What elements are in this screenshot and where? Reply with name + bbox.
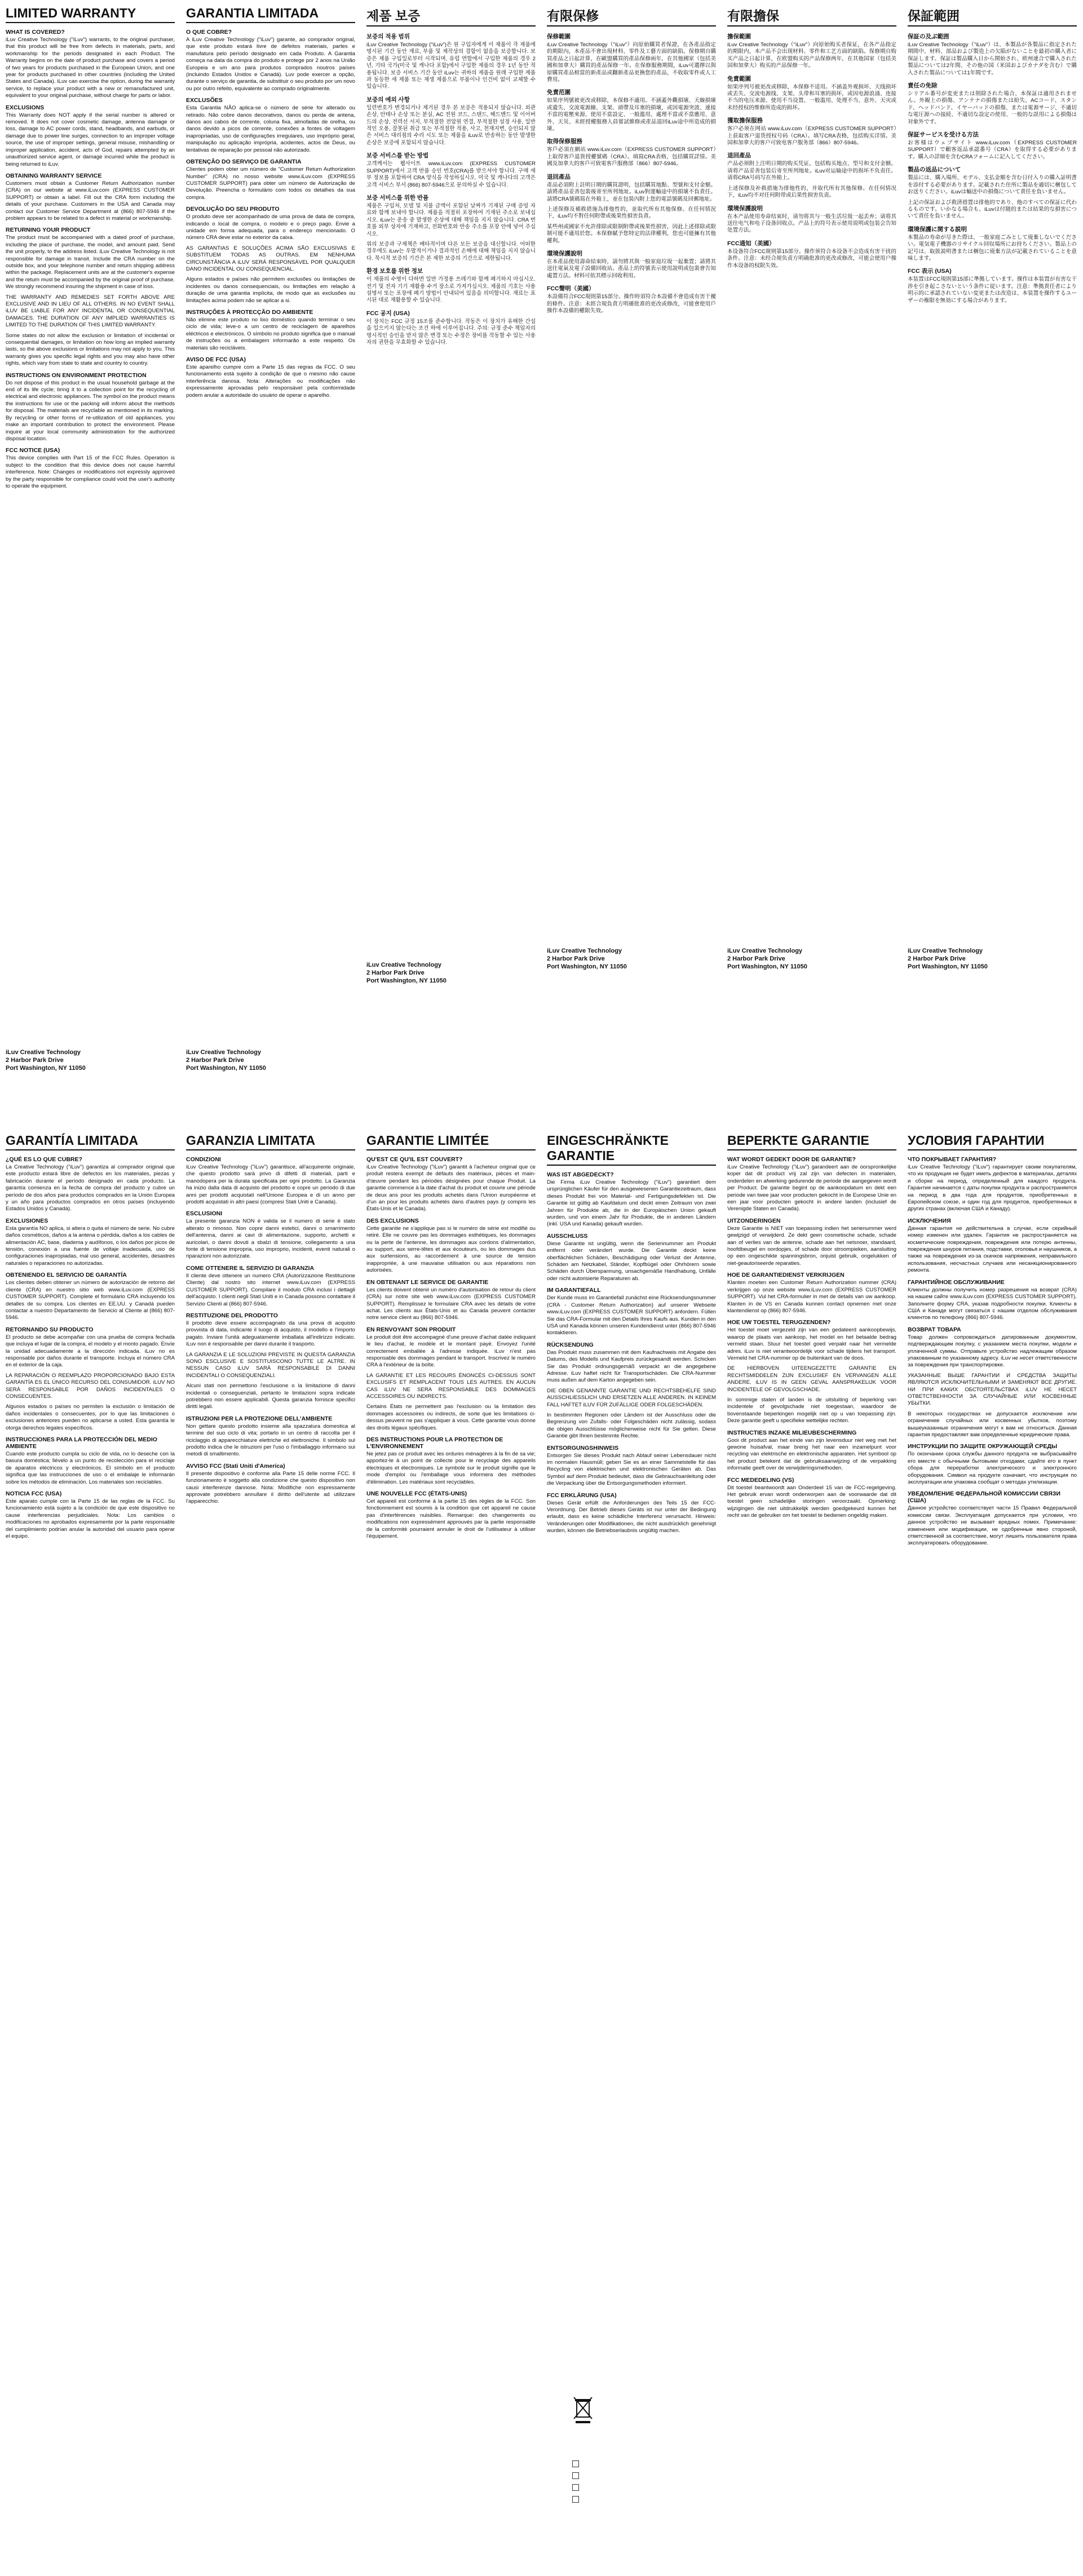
- section-heading: 保証サービスを受ける方法: [908, 131, 979, 139]
- section-heading: HOE DE GARANTIEDIENST VERKRIJGEN: [727, 1272, 845, 1279]
- section-paragraph: 本設備符合FCC規則第15部分。操作時須符合本設備不會造成有害干擾的條件。注意：未經合規負責方明確批准的更改或修改，可能會使用戶操作本設備的權限失效。: [547, 294, 716, 314]
- section-paragraph: Customers must obtain a Customer Return Authorization number (CRA) on our website at www.iLuv.com (EXPRESS CUSTOMER SUPPORT) or obtain a label. Fill out the CRA form including the details of your purchase. Customers in the USA and Canada may contact our Customer Service Department at (866) 807-5946 if the problem appears to be related to a defect in material or workmanship.: [6, 180, 175, 222]
- section-paragraph: 이 장치는 FCC 규정 15조를 준수합니다. 작동은 이 장치가 유해한 간섭을 일으키지 않는다는 조건 하에 이루어집니다. 주의: 규정 준수 책임자의 명시적인 승인을 받지 않은 변경 또는 수정은 장비를 작동할 수 있는 사용자의 권한을 무효화할 수 있습니다.: [366, 318, 536, 346]
- section-paragraph: 在本产品使用寿命结束时，请勿将其与一般生活垃圾一起丢弃；请将其送往电气和电子设备回收点。产品上的符号表示使用说明或包装会告知处置方法。: [727, 213, 896, 234]
- company-address: [908, 947, 988, 971]
- section-paragraph: iLuv Creative Technology ("iLuv") гарантирует своим покупателям, что их продукция не будет иметь дефектов в материалах, деталях и сборке на период, определенный для каждого продукта. Гарантия начинается с даты покупки продукта и распространяется на период в два года для продуктов, приобретенных в Европейском союзе, и один год для продуктов, приобретенных в других странах (включая США и Канаду).: [908, 1164, 1077, 1212]
- section-paragraph: This device complies with Part 15 of the FCC Rules. Operation is subject to the condition that this device does not cause harmful interference. Note: Changes or modifications not expressly approved by the party responsible for compliance could void the user's authority to operate the equipment.: [6, 455, 175, 489]
- section-heading: 獲取擔保服務: [727, 117, 763, 125]
- address-line1: iLuv Creative Technology: [186, 1049, 262, 1056]
- section-paragraph: УКАЗАННЫЕ ВЫШЕ ГАРАНТИИ И СРЕДСТВА ЗАЩИТЫ ЯВЛЯЮТСЯ ИСКЛЮЧИТЕЛЬНЫМИ И ЗАМЕНЯЮТ ВСЕ ДРУГИЕ. НИ ПРИ КАКИХ ОБСТОЯТЕЛЬСТВАХ iLUV НЕ НЕСЕТ ОТВЕТСТВЕННОСТИ ЗА СЛУЧАЙНЫЕ ИЛИ КОСВЕННЫЕ УБЫТКИ.: [908, 1372, 1077, 1407]
- column-fr: [361, 1127, 541, 2576]
- section-title: BEPERKTE GARANTIE: [727, 1133, 896, 1150]
- section-heading: EN RENVOYANT SON PRODUIT: [366, 1326, 456, 1333]
- section-heading: ЧТО ПОКРЫВАЕТ ГАРАНТИЯ?: [908, 1156, 997, 1163]
- column-es: [0, 1127, 180, 2576]
- checkbox-group: [572, 2460, 579, 2508]
- section-paragraph: DIE OBEN GENANNTE GARANTIE UND RECHTSBEHELFE SIND AUSSCHLIESSLICH UND ERSETZEN ALLE ANDEREN. IN KEINEM FALL HAFTET iLUV FÜR ZUFÄLLIGE ODER FOLGESCHÄDEN.: [547, 1387, 716, 1408]
- section-heading: 보증의 적용 범위: [366, 33, 410, 40]
- section-paragraph: В некоторых государствах не допускается исключение или ограничение случайных или косвенных убытков, поэтому вышеуказанные ограничения могут к вам не относиться. Данная гарантия предоставляет вам определенные юридические права.: [908, 1410, 1077, 1438]
- section-paragraph: Товар должен сопровождаться датированным документом, подтверждающим покупку, с указанием места покупки, модели и уплаченной суммы. Отправьте устройство надлежащим образом упакованным по указанному адресу. iLuv не несет ответственности за повреждения при транспортировке.: [908, 1334, 1077, 1369]
- section-heading: RESTITUZIONE DEL PRODOTTO: [186, 1312, 278, 1319]
- section-paragraph: Do not dispose of this product in the usual household garbage at the end of its life cycle; bring it to a collection point for the recycling of electrical and electronic appliances. The symbol on the product means the instructions for use or the packing will inform about the methods for disposal. The materials are recyclable as mentioned in its marking. By recycling or other forms of re-utilization of old appliances, you make an important contribution to protect the environment. Please inquire at your local community administration for the authorized disposal location.: [6, 379, 175, 442]
- section-paragraph: 在本產品使用壽命結束時，請勿將其與一般家庭垃圾一起棄置；請將其送往電氣及電子設備回收站。產品上的符號表示使用說明或包裝會告知處置方法。材料可依其標示回收利用。: [547, 258, 716, 279]
- section-paragraph: Deze Garantie is NIET van toepassing indien het serienummer werd gewijzigd of verwijderd. Ze dekt geen cosmetische schade, schade aan of verlies van de antenne, schade aan het netsnoer, standaard, hoofdbeugel en oordopjes, of schade door stroompieken, aansluiting op een ongeschikte spanningsbron, onjuist gebruik, ongelukken of niet-geautoriseerde reparaties.: [727, 1225, 896, 1267]
- address-line2: 2 Harbor Park Drive: [547, 955, 605, 962]
- section-paragraph: iLuv Creative Technology ("iLuv")은 원 구입자에게 이 제품이 각 제품에 명시된 기간 동안 재료, 부품 및 제작상의 결함이 없음을 보증합니다. 보증은 제품 구입일로부터 시작되며, 유럽 연합에서 구입한 제품의 경우 2년, 기타 국가(미국 및 캐나다 포함)에서 구입한 제품의 경우 1년 동안 적용됩니다. 보증 서비스 기간 동안 iLuv는 귀하의 제품을 원래 구입한 제품과 동등한 새 제품 또는 재생 제품으로 부품이나 인건비 없이 교체할 수 있습니다.: [366, 42, 536, 90]
- section-paragraph: 제품은 구입처, 모델 및 지불 금액이 포함된 날짜가 기재된 구매 증빙 자료와 함께 보내야 합니다. 제품을 적절히 포장하여 기재된 주소로 보내십시오. iLuv는 운송 중 발생한 손상에 대해 책임을 지지 않습니다. CRA 번호를 외부 상자에 기재하고, 전화번호와 반송 주소를 포장 안에 넣어 주십시오.: [366, 202, 536, 237]
- column-en: [0, 0, 180, 1127]
- section-paragraph: Het toestel moet vergezeld zijn van een gedateerd aankoopbewijs, waarop de plaats van aankoop, het model en het betaalde bedrag vermeld staan. Stuur het toestel goed verpakt naar het vermelde adres. iLuv is niet verantwoordelijk voor schade tijdens het transport. Vermeld het CRA-nummer op de buitenkant van de doos.: [727, 1327, 896, 1361]
- section-paragraph: 일련번호가 변경되거나 제거된 경우 본 보증은 적용되지 않습니다. 외관 손상, 안테나 손상 또는 분실, AC 전원 코드, 스탠드, 헤드밴드 및 이어버드의 손상, 전력선 서지, 부적절한 전압원 연결, 부적절한 설정 사용, 일반적인 오용, 잘못된 취급 또는 부적절한 적용, 사고, 천재지변, 승인되지 않은 서비스 대리점의 수리 시도 또는 제품을 iLuv로 반송하는 동안 발생한 손상은 보증에 포함되지 않습니다.: [366, 104, 536, 146]
- section-paragraph: 客户必须在网站 www.iLuv.com（EXPRESS CUSTOMER SUPPORT）上获取客户退货授权号码（CRA）。填写CRA表格，包括购买详情。美国和加拿大的客户可致电客户服务部（866）807-5946。: [727, 126, 896, 147]
- section-paragraph: 某些州或國家不允許排除或限制附帶或後果性損害，因此上述排除或限制可能不適用於您。本保修賦予您特定的法律權利，您也可能擁有其他權利。: [547, 223, 716, 244]
- section-paragraph: iLuv Creative Technology ("iLuv") garantisce, all'acquirente originale, che questo prodotto sarà privo di difetti di materiali, parti e manodopera per la durata specificata per ogni prodotto. La Garanzia ha inizio dalla data di acquisto del prodotto e copre un periodo di due anni per prodotti acquistati nell'Unione Europea e di un anno per prodotti acquistati in altri paesi (compresi Stati Uniti e Canada).: [186, 1164, 355, 1206]
- section-paragraph: LA GARANTIE ET LES RECOURS ÉNONCÉS CI-DESSUS SONT EXCLUSIFS ET REMPLACENT TOUS LES AUTRES. EN AUCUN CAS iLUV NE SERA RESPONSABLE DES DOMMAGES ACCESSOIRES OU INDIRECTS.: [366, 1372, 536, 1400]
- bottom-row: [0, 1127, 1083, 2576]
- section-title: GARANZIA LIMITATA: [186, 1133, 355, 1150]
- section-heading: ГАРАНТИЙНОЕ ОБСЛУЖИВАНИЕ: [908, 1278, 1005, 1286]
- section-paragraph: 위의 보증과 구제책은 배타적이며 다른 모든 보증을 대신합니다. 어떠한 경우에도 iLuv는 우발적이거나 결과적인 손해에 대해 책임을 지지 않습니다. 묵시적 보증의 기간은 본 제한 보증의 기간으로 제한됩니다.: [366, 241, 536, 262]
- section-title: 제품 보증: [366, 6, 536, 26]
- section-paragraph: A iLuv Creative Technology ("iLuv") garante, ao comprador original, que este produto estará livre de defeitos materiais, partes e manufatura pelo período designado em cada Produto. A Garantia começa na data da compra do produto e protege por 2 anos na União Europeia e um ano para produtos comprados noutros países (incluindo Estados Unidos e Canadá). Luv pode exercer a opção, durante o serviço de garantia, de substituir o seu produto por um novo ou por outro refeito, equivalente ao comprado originalmente.: [186, 37, 355, 92]
- section-paragraph: Клиенты должны получить номер разрешения на возврат (CRA) на нашем сайте www.iLuv.com (EXPRESS CUSTOMER SUPPORT). Заполните форму CRA, указав подробности покупки. Клиенты в США и Канаде могут связаться с нашим отделом обслуживания клиентов по телефону (866) 807-5946.: [908, 1286, 1077, 1321]
- section-heading: WHAT IS COVERED?: [6, 29, 65, 36]
- column-nl: [722, 1127, 902, 2576]
- section-heading: NOTICIA FCC (USA): [6, 1490, 62, 1498]
- section-paragraph: 고객께서는 웹사이트 www.iLuv.com (EXPRESS CUSTOMER SUPPORT)에서 고객 반품 승인 번호(CRA)를 받으셔야 합니다. 구매 세부 정보를 포함하여 CRA 양식을 작성하십시오. 미국 및 캐나다의 고객은 고객 서비스 부서 (866) 807-5946으로 문의하실 수 있습니다.: [366, 161, 536, 188]
- section-paragraph: Il cliente deve ottenere un numero CRA (Autorizzazione Restituzione Cliente) dal nostro sito internet www.iLuv.com (EXPRESS CUSTOMER SUPPORT). Compilare il modulo CRA inclusi i dettagli dell'acquisto. I clienti negli Stati Uniti e in Canada possono contattare il Servizio Clienti al (866) 807-5946.: [186, 1272, 355, 1307]
- section-paragraph: 產品必須附上註明日期的購買證明，包括購買地點、型號和支付金額。請將產品妥善包裝後寄至所列地址。iLuv對運輸途中的損壞不負責任。請將CRA號碼寫在外箱上，並在包裝內附上您的電話號碼及回郵地址。: [547, 182, 716, 202]
- section-heading: ESCLUSIONI: [186, 1210, 223, 1218]
- section-heading: 環境保護に関する説明: [908, 225, 967, 233]
- section-heading: 保修範圍: [547, 33, 571, 40]
- section-paragraph: Die Firma iLuv Creative Technology ("iLuv") garantiert dem ursprünglichen Käufer für den ausgewiesenen Garantiezeitraum, dass dieses Produkt frei von Material- und Fertigungsdefekten ist. Die Garantie ist gültig ab Kaufdatum und deckt einen Zeitraum von zwei Jahren für Produkte ab, die in der Europäischen Union gekauft wurden, und von einem Jahr für Produkte, die in anderen Ländern (inkl. USA und Kanada) gekauft wurden.: [547, 1179, 716, 1228]
- column-de: [541, 1127, 722, 2576]
- company-address: [6, 1048, 86, 1072]
- section-paragraph: 如果序列號被更改或移除，本保修不適用。不涵蓋外觀損壞、天線損壞或遺失、交流電源線、支架、頭帶及耳塞的損壞，或因電源突波、連接不當的電壓來源、使用不當設定、一般濫用、處理不當或不當應用、意外、天災、未經授權服務人員嘗試維修或產品退回iLuv途中所造成的損壞。: [547, 98, 716, 132]
- section-paragraph: iLuv Creative Technology（"iLuv"）向原始購買者保證，在各產品指定的期限內，本產品不會出現材料、零件及工藝方面的缺陷。保修期自購買產品之日起計算，在歐盟購買的產品保修兩年，在其他國家（包括美國和加拿大）購買的產品保修一年。在保修服務期間，iLuv可選擇以與原購買產品相當的新產品或翻新產品更換您的產品，不收取零件或人工費用。: [547, 42, 716, 83]
- section-paragraph: Le produit doit être accompagné d'une preuve d'achat datée indiquant le lieu d'achat, le modèle et le montant payé. Envoyez l'unité correctement emballée à l'adresse indiquée. iLuv n'est pas responsable des dommages pendant le transport. Inscrivez le numéro CRA à l'extérieur de la boîte.: [366, 1334, 536, 1369]
- section-heading: OBTENIENDO EL SERVICIO DE GARANTÍA: [6, 1272, 127, 1279]
- section-paragraph: iLuv Creative Technology（"iLuv"）向原始购买者保证，在各产品指定的期限内，本产品不会出现材料、零件和工艺方面的缺陷。保修期自购买产品之日起计算，在欧盟购买的产品保修两年，在其他国家（包括美国和加拿大）购买的产品保修一年。: [727, 42, 896, 69]
- section-heading: FCC聲明（美國）: [547, 285, 595, 293]
- column-it: [180, 1127, 361, 2576]
- section-heading: FCC 공지 (USA): [366, 309, 410, 317]
- top-row: [0, 0, 1083, 1127]
- section-heading: ENTSORGUNGSHINWEIS: [547, 1444, 619, 1451]
- section-paragraph: Il prodotto deve essere accompagnato da una prova di acquisto provvista di data, indicante il luogo di acquisto, il modello e l'importo pagato. Inviare l'unità adeguatamente imballata all'indirizzo indicato. iLuv non è responsabile per danni durante il trasporto.: [186, 1320, 355, 1348]
- section-paragraph: Cette garantie ne s'applique pas si le numéro de série est modifié ou retiré. Elle ne couvre pas les dommages esthétiques, les dommages ou la perte de l'antenne, les dommages aux cordons d'alimentation, au support, aux serre-têtes et aux écouteurs, ou les dommages dus aux surtensions, au raccordement à une source de tension inappropriée, à une mauvaise utilisation ou aux réparations non autorisées.: [366, 1225, 536, 1274]
- section-paragraph: 上述保修及補救措施為排他性的，並取代所有其他保修。在任何情況下，iLuv均不對任何附帶或後果性損害負責。: [547, 206, 716, 220]
- section-paragraph: In bestimmten Regionen oder Ländern ist der Ausschluss oder die Begrenzung von Zufalls- oder Folgeschäden nicht zulässig, sodass die obigen Ausschlüsse möglicherweise nicht für Sie gelten. Diese Garantie gibt Ihnen bestimmte Rechte.: [547, 1411, 716, 1440]
- address-line2: 2 Harbor Park Drive: [186, 1057, 244, 1064]
- section-paragraph: In sommige staten of landen is de uitsluiting of beperking van incidentele of gevolgschade niet toegestaan, waardoor de bovenstaande beperkingen mogelijk niet op u van toepassing zijn. Deze garantie geeft u specifieke wettelijke rechten.: [727, 1396, 896, 1424]
- section-heading: FCC ERKLÄRUNG (USA): [547, 1491, 617, 1499]
- checkbox: [572, 2496, 579, 2503]
- section-paragraph: This Warranty does NOT apply if the serial number is altered or removed. It does not cover cosmetic damage, antenna damage or loss, damage to AC power cords, stand, headbands, and earbuds, or damage due to power line surges, connection to an improper voltage source, the use of improper settings, general misuse, mishandling or improper application, accident, acts of God, repairs attempted by an unauthorized service agent, or damage incurred while the product is being returned to iLuv.: [6, 112, 175, 167]
- address-line1: iLuv Creative Technology: [908, 948, 983, 954]
- section-paragraph: DE HIERBOVEN UITEENGEZETTE GARANTIE EN RECHTSMIDDELEN ZIJN EXCLUSIEF EN VERVANGEN ALLE ANDERE. iLUV IS IN GEEN GEVAL AANSPRAKELIJK VOOR INCIDENTELE OF GEVOLGSCHADE.: [727, 1365, 896, 1393]
- section-paragraph: La presente garanzia NON è valida se il numero di serie è stato alterato o rimosso. Non copre danni estetici, danni o smarrimento dell'antenna, danni ai cavi di alimentazione, supporto, archetti e auricolari, o danni dovuti a sbalzi di tensione, collegamento a una fonte di tensione impropria, uso improprio, incidenti, eventi naturali o riparazioni non autorizzate.: [186, 1218, 355, 1260]
- section-paragraph: お客様はウェブサイト www.iLuv.com（EXPRESS CUSTOMER SUPPORT）で顧客返品承認番号（CRA）を取得する必要があります。購入の詳細を含むCRAフォームに記入してください。: [908, 140, 1077, 160]
- section-paragraph: The product must be accompanied with a dated proof of purchase, including the place of purchase, the model, and amount paid. Send the unit properly, to the address listed. iLuv Creative Technology is not responsible for damage in transit. Include the CRA number on the outside box, and your telephone number and return shipping address within the package. Replacement units are at the customer's expense and the return must be accompanied by the original proof of purchase. We strongly recommend insuring the shipment in case of loss.: [6, 234, 175, 290]
- section-title: GARANTÍA LIMITADA: [6, 1133, 175, 1150]
- section-paragraph: Gooi dit product aan het einde van zijn levensduur niet weg met het gewone huisafval, maar breng het naar een inzamelpunt voor recycling van elektrische en elektronische apparaten. Het symbool op het product betekent dat de gebruiksaanwijzing of de verpakking informatie geeft over de verwijderingsmethoden.: [727, 1437, 896, 1472]
- section-heading: ¿QUÉ ES LO QUE CUBRE?: [6, 1156, 82, 1163]
- section-heading: OBTAINING WARRANTY SERVICE: [6, 172, 102, 179]
- section-heading: 取得保修服務: [547, 138, 582, 145]
- section-heading: FCC通知（美國）: [727, 240, 775, 247]
- section-title: 有限保修: [547, 6, 716, 26]
- company-address: [366, 961, 447, 985]
- section-heading: AUSSCHLUSS: [547, 1232, 588, 1240]
- section-heading: 免責范圍: [547, 89, 571, 96]
- section-heading: UNE NOUVELLE FCC (ÉTATS-UNIS): [366, 1490, 467, 1498]
- section-paragraph: Ne jetez pas ce produit avec les ordures ménagères à la fin de sa vie; apportez-le à un point de collecte pour le recyclage des appareils électriques et électroniques. Le symbole sur le produit signifie que le mode d'emploi ou l'emballage vous informera des méthodes d'élimination. Les matériaux sont recyclables.: [366, 1451, 536, 1485]
- section-heading: DEVOLUÇÃO DO SEU PRODUTO: [186, 206, 280, 213]
- address-line2: 2 Harbor Park Drive: [366, 970, 425, 976]
- section-heading: AVISO DE FCC (USA): [186, 356, 246, 364]
- section-heading: УВЕДОМЛЕНИЕ ФЕДЕРАЛЬНОЙ КОМИССИИ СВЯЗИ (США): [908, 1490, 1060, 1504]
- section-heading: CONDIZIONI: [186, 1156, 221, 1163]
- address-line2: 2 Harbor Park Drive: [908, 955, 966, 962]
- section-paragraph: 上記の保証および救済措置は排他的であり、他のすべての保証に代わるものです。いかなる場合も、iLuvは付随的または結果的な損害について責任を負いません。: [908, 199, 1077, 220]
- section-title: 有限擔保: [727, 6, 896, 26]
- section-heading: DES INSTRUCTIONS POUR LA PROTECTION DE L'ENVIRONNEMENT: [366, 1436, 503, 1450]
- section-paragraph: Das Produkt muss zusammen mit dem Kaufnachweis mit Angabe des Datums, des Modells und Kaufpreis zurückgesandt werden. Schicken Sie das Produkt ordnungsgemäß verpackt an die angegebene Adresse. iLuv haftet nicht für Transportschäden. Die CRA-Nummer muss außen auf dem Karton angegeben sein.: [547, 1349, 716, 1384]
- section-paragraph: 本装置はFCC規則第15部に準拠しています。操作は本装置が有害な干渉を引き起こさないという条件に従います。注意：準拠責任者により明示的に承認されていない変更または改造は、本装置を操作するユーザーの権限を無効にする場合があります。: [908, 276, 1077, 304]
- section-paragraph: LA GARANZIA E LE SOLUZIONI PREVISTE IN QUESTA GARANZIA SONO ESCLUSIVE E SOSTITUISCONO TUTTE LE ALTRE. IN NESSUN CASO iLUV SARÀ RESPONSABILE DI DANNI INCIDENTALI O CONSEQUENZIALI.: [186, 1351, 355, 1379]
- section-paragraph: 上述保修及补救措施为排他性的，并取代所有其他保修。在任何情况下，iLuv均不对任何附带或后果性损害负责。: [727, 185, 896, 199]
- company-address: [186, 1048, 266, 1072]
- section-paragraph: iLuv Creative Technology ("iLuv") warrants, to the original purchaser, that this product will be free from defects in materials, parts, and workmanship for the periods designated in each Product. The Warranty begins on the date of product purchase and covers a period of two years for products purchased in the European Union, and one year for products purchased in other countries (including the United States and Canada). iLuv can exercise the option, during the warranty service, to replace your product with a new or remanufactured unit, equivalent to your original purchase, without charge for parts or labor.: [6, 37, 175, 99]
- section-paragraph: iLuv Creative Technology（"iLuv"）は、本製品が各製品に指定された期間中、材料、部品および製造上の欠陥がないことを最初の購入者に保証します。保証は製品購入日から開始され、欧州連合で購入された製品については2年間、その他の国（米国およびカナダを含む）で購入された製品については1年間です。: [908, 42, 1077, 76]
- section-heading: FCC 表示 (USA): [908, 268, 952, 275]
- section-paragraph: Diese Garantie ist ungültig, wenn die Seriennummer am Produkt entfernt oder verändert wurde. Die Garantie deckt keine oberflächlichen Schäden, Beschädigung oder Verlust der Antenne, Schäden am Netzkabel, Ständer, Kopfbügel oder Ohrhörern sowie Schäden durch Überspannung, unsachgemäße Handhabung, Unfälle oder nicht autorisierte Reparaturen ab.: [547, 1240, 716, 1282]
- section-heading: INSTRUCTIONS ON ENVIRONMENT PROTECTION: [6, 371, 147, 379]
- section-paragraph: Entsorgen Sie dieses Produkt nach Ablauf seiner Lebensdauer nicht im normalen Hausmüll; geben Sie es an einer Sammelstelle für das Recycling von elektrischen und elektronischen Geräten ab. Das Symbol auf dem Produkt bedeutet, dass die Gebrauchsanleitung oder die Verpackung über die Entsorgungsmethoden informiert.: [547, 1452, 716, 1487]
- section-heading: INSTRUCCIONES PARA LA PROTECCIÓN DEL MEDIO AMBIENTE: [6, 1436, 157, 1450]
- section-heading: FCC MEDEDELING (VS): [727, 1476, 794, 1484]
- column-ru: [902, 1127, 1082, 2576]
- section-heading: WAT WORDT GEDEKT DOOR DE GARANTIE?: [727, 1156, 856, 1163]
- section-paragraph: シリアル番号が変更または削除された場合、本保証は適用されません。外観上の損傷、アンテナの損傷または紛失、ACコード、スタンド、ヘッドバンド、イヤーバッドの損傷、または電源サージ、不適切な電圧源への接続、不適切な設定の使用、一般的な誤用による損傷は対象外です。: [908, 91, 1077, 125]
- checkbox: [572, 2460, 579, 2467]
- column-pt: [180, 0, 361, 1127]
- section-heading: 退回產品: [547, 173, 571, 180]
- section-paragraph: Non gettare questo prodotto insieme alla spazzatura domestica al termine del suo ciclo di vita; portarlo in un centro di raccolta per il riciclaggio di apparecchiature elettriche ed elettroniche. Il simbolo sul prodotto indica che le istruzioni per l'uso o l'imballaggio informano sui metodi di smaltimento.: [186, 1423, 355, 1458]
- section-paragraph: Klanten moeten een Customer Return Authorization nummer (CRA) verkrijgen op onze website www.iLuv.com (EXPRESS CUSTOMER SUPPORT). Vul het CRA-formulier in met de details van uw aankoop. Klanten in de VS en Canada kunnen contact opnemen met onze klantendienst op (866) 807-5946.: [727, 1280, 896, 1314]
- section-title: 保証範囲: [908, 6, 1077, 26]
- section-heading: AVVISO FCC (Stati Uniti d'America): [186, 1462, 285, 1470]
- section-heading: COME OTTENERE IL SERVIZIO DI GARANZIA: [186, 1264, 315, 1272]
- section-heading: WAS IST ABGEDECKT?: [547, 1171, 614, 1178]
- section-heading: EXCLUSIONS: [6, 104, 45, 111]
- company-address: [547, 947, 627, 971]
- section-heading: IM GARANTIEFALL: [547, 1287, 601, 1294]
- section-heading: INSTRUCTIES INZAKE MILIEUBESCHERMING: [727, 1429, 857, 1436]
- section-heading: ISTRUZIONI PER LA PROTEZIONE DELL'AMBIENTE: [186, 1415, 333, 1422]
- section-paragraph: LA REPARACIÓN O REEMPLAZO PROPORCIONADO BAJO ESTA GARANTÍA ES EL ÚNICO RECURSO DEL CONSUMIDOR. iLUV NO SERÁ RESPONSABLE POR DAÑOS INCIDENTALES O CONSECUENTES.: [6, 1372, 175, 1400]
- address-line1: iLuv Creative Technology: [727, 948, 803, 954]
- section-paragraph: Este aparato cumple con la Parte 15 de las reglas de la FCC. Su funcionamiento está sujeto a la condición de que este dispositivo no cause interferencias perjudiciales. Nota: Los cambios o modificaciones no aprobados expresamente por la parte responsable del cumplimiento podrían anular la autoridad del usuario para operar el equipo.: [6, 1498, 175, 1540]
- section-heading: RÜCKSENDUNG: [547, 1341, 594, 1348]
- section-heading: 보증 서비스를 위한 반품: [366, 194, 429, 201]
- column-zht: [541, 0, 722, 1127]
- section-paragraph: 如果序列号被更改或移除，本保修不适用。不涵盖外观损坏、天线损坏或丢失、交流电源线、支架、头带和耳塞的损坏，或因电源浪涌、连接不当的电压来源、使用不当设置、一般滥用、处理不当、意外、天灾或未经授权的维修所造成的损坏。: [727, 83, 896, 111]
- section-paragraph: Данное устройство соответствует части 15 Правил Федеральной комиссии связи. Эксплуатация допускается при условии, что данное устройство не вызывает вредных помех. Примечание: изменения или модификации, не одобренные явно стороной, ответственной за соответствие, могут лишить пользователя права эксплуатировать оборудование.: [908, 1505, 1077, 1547]
- section-paragraph: Dit toestel beantwoordt aan Onderdeel 15 van de FCC-regelgeving. Het gebruik ervan wordt onderworpen aan de voorwaarde dat dit toestel geen schadelijke storingen veroorzaakt. Opmerking: wijzigingen die niet uitdrukkelijk werden goedgekeurd kunnen het recht van de gebruiker om het toestel te bedienen ongeldig maken.: [727, 1484, 896, 1519]
- section-paragraph: Cet appareil est conforme à la partie 15 des règles de la FCC. Son fonctionnement est soumis à la condition que cet appareil ne cause pas d'interférences nuisibles. Remarque: des changements ou modifications non expressément approuvés par la partie responsable de la conformité pourraient annuler le droit de l'utilisateur à utiliser l'équipement.: [366, 1498, 536, 1540]
- address-line3: Port Washington, NY 11050: [6, 1065, 86, 1072]
- section-heading: EXCLUSÕES: [186, 97, 223, 104]
- section-heading: INSTRUÇÕES À PROTECÇÃO DO AMBIENTE: [186, 309, 313, 316]
- section-heading: FCC NOTICE (USA): [6, 447, 60, 454]
- section-paragraph: Algunos estados o países no permiten la exclusión o limitación de daños incidentales o consecuentes, por lo que las limitaciones o exclusiones anteriores pueden no aplicarse a usted. Esta garantía le otorga derechos legales específicos.: [6, 1404, 175, 1431]
- section-paragraph: 本製品の寿命が尽きた際は、一般家庭ごみとして廃棄しないでください。電気電子機器のリサイクル回収場所にお持ちください。製品上の記号は、取扱説明書または梱包に廃棄方法が記載されていることを意味します。: [908, 234, 1077, 262]
- section-paragraph: El producto se debe acompañar con una prueba de compra fechada que incluya el lugar de la compra, el modelo y el monto pagado. Envíe la unidad adecuadamente a la dirección indicada. iLuv no es responsable por daños durante el transporte. Incluya el número CRA en el exterior de la caja.: [6, 1334, 175, 1369]
- section-title: УСЛОВИЯ ГАРАНТИИ: [908, 1133, 1077, 1150]
- section-heading: 責任の免除: [908, 82, 938, 90]
- section-paragraph: Clientes podem obter um número de "Customer Return Authorization Number" (CRA) no nosso website www.iLuv.com (EXPRESS CUSTOMER SUPPORT) para obter um número de Autorização de Devolução. Preencha o formulário com todos os detalhes da sua compra.: [186, 166, 355, 201]
- section-paragraph: Der Kunde muss im Garantiefall zunächst eine Rücksendungsnummer (CRA - Customer Return Authorization) auf unserer Webseite www.iLuv.com (EXPRESS CUSTOMER SUPPORT) anfordern. Füllen Sie das CRA-Formular mit den Details Ihres Kaufs aus. Kunden in den USA und Kanada können unseren Kundendienst unter (866) 807-5946 kontaktieren.: [547, 1295, 716, 1336]
- address-line3: Port Washington, NY 11050: [727, 963, 807, 970]
- section-heading: 環境保護說明: [727, 205, 763, 212]
- section-heading: EXCLUSIONES: [6, 1217, 48, 1224]
- section-paragraph: Some states do not allow the exclusion or limitation of incidental or consequential damages, or limitation on how long an implied warranty lasts, so the above exclusions or limitations may not apply to you. This warranty gives you specific legal rights and you may also have other rights, which vary from state to state and country to country.: [6, 332, 175, 367]
- section-paragraph: 本设备符合FCC规则第15部分。操作须符合本设备不会造成有害干扰的条件。注意：未经合规负责方明确批准的更改或修改，可能会使用户操作本设备的权限失效。: [727, 248, 896, 269]
- section-heading: 環境保護說明: [547, 250, 582, 257]
- section-heading: 保証の及ぶ範囲: [908, 33, 949, 40]
- section-paragraph: Il presente dispositivo è conforme alla Parte 15 delle norme FCC. Il funzionamento è soggetto alla condizione che questo dispositivo non causi interferenze dannose. Nota: Modifiche non espressamente approvate potrebbero annullare il diritto dell'utente ad utilizzare l'apparecchio.: [186, 1470, 355, 1505]
- section-heading: 보증의 예외 사항: [366, 96, 410, 103]
- section-heading: DES EXCLUSIONS: [366, 1217, 419, 1224]
- section-heading: QU'EST CE QU'IL EST COUVERT?: [366, 1156, 463, 1163]
- section-title: EINGESCHRÄNKTE GARANTIE: [547, 1133, 716, 1166]
- section-paragraph: Dieses Gerät erfüllt die Anforderungen des Teils 15 der FCC-Verordnung. Der Betrieb dieses Geräts ist nur unter der Bedingung erlaubt, dass es keine schädliche Interferenz verursacht. Hinweis: Veränderungen oder Modifikationen, die nicht ausdrücklich genehmigt wurden, können die Betriebserlaubnis ungültig machen.: [547, 1499, 716, 1534]
- section-heading: ИСКЛЮЧЕНИЯ: [908, 1217, 951, 1224]
- section-paragraph: Данная гарантия не действительна в случае, если серийный номер изменен или удален. Гарантия не распространяется на косметические повреждения, повреждения или потерю антенны, повреждения шнуров питания, подставки, оголовья и наушников, а также на повреждения из-за скачков напряжения, неправильного использования, несчастных случаев или несанкционированного ремонта.: [908, 1225, 1077, 1274]
- section-paragraph: Certains États ne permettent pas l'exclusion ou la limitation des dommages accessoires ou indirects, de sorte que les limitations ci-dessus peuvent ne pas s'appliquer à vous. Cette garantie vous donne des droits légaux spécifiques.: [366, 1404, 536, 1431]
- address-line3: Port Washington, NY 11050: [908, 963, 988, 970]
- section-paragraph: 製品には、購入場所、モデル、支払金額を含む日付入りの購入証明書を添付する必要があります。記載された住所に製品を適切に梱包してお送りください。iLuvは輸送中の損傷について責任を負いません。: [908, 175, 1077, 196]
- section-paragraph: AS GARANTIAS E SOLUÇÕES ACIMA SÃO EXCLUSIVAS E SUBSTITUEM TODAS AS OUTRAS. EM NENHUMA CIRCUNSTÂNCIA A iLUV SERÁ RESPONSÁVEL POR QUALQUER DANO INCIDENTAL OU CONSEQUENCIAL.: [186, 245, 355, 272]
- section-heading: 환경 보호를 위한 정보: [366, 268, 423, 275]
- section-paragraph: Esta Garantia NÃO aplica-se o número de série for alterado ou retirado. Não cobre danos decorativos, danos ou perda de antena, danos aos cabos de corrente, coluna fixa, almofadas de orelha, ou danos devido a picos de corrente, conexões a fontes de voltagem inapropriadas, uso de configurações irregulares, uso impróprio geral, manipulação ou aplicação imprópria, acidentes, actos de Deus, ou tentativas de reparação por pessoal não autorizado.: [186, 105, 355, 153]
- section-heading: OBTENÇÃO DO SERVIÇO DE GARANTIA: [186, 158, 302, 166]
- section-paragraph: Les clients doivent obtenir un numéro d'autorisation de retour du client (CRA) sur notre site web www.iLuv.com (EXPRESS CUSTOMER SUPPORT). Remplissez le formulaire CRA avec les détails de votre achat. Les clients aux États-Unis et au Canada peuvent contacter notre service client au (866) 807-5946.: [366, 1286, 536, 1321]
- section-heading: UITZONDERINGEN: [727, 1217, 781, 1224]
- section-paragraph: Alcuni stati non permettono l'esclusione o la limitazione di danni incidentali o conseguenziali, pertanto le limitazioni sopra indicate potrebbero non essere applicabili. Questa garanzia fornisce specifici diritti legali.: [186, 1383, 355, 1410]
- section-paragraph: Esta garantía NO aplica, si altera o quita el número de serie. No cubre daños cosméticos, daños a la antena o pérdida, daños a los cables de alimentación AC, base, diadema y audífonos, o los daños por picos de tensión, conexión a una fuente de voltaje inadecuada, uso de configuraciones inapropiadas, mal uso general, accidentes, desastres naturales o reparaciones no autorizadas.: [6, 1225, 175, 1267]
- section-paragraph: 产品必须附上注明日期的购买凭证，包括购买地点、型号和支付金额。请将产品妥善包装后寄至所列地址。iLuv对运输途中的损坏不负责任。请将CRA号码写在外箱上。: [727, 161, 896, 182]
- section-heading: HOE UW TOESTEL TERUGZENDEN?: [727, 1319, 831, 1326]
- section-heading: RETORNANDO SU PRODUCTO: [6, 1326, 94, 1333]
- weee-bin-icon: [572, 2396, 594, 2424]
- checkbox: [572, 2472, 579, 2479]
- section-heading: 擔保範圍: [727, 33, 751, 40]
- address-line2: 2 Harbor Park Drive: [727, 955, 785, 962]
- checkbox: [572, 2484, 579, 2491]
- section-paragraph: Alguns estados e países não permitem exclusões ou limitações de incidentes ou danos consequenciais, ou limitações em relação à duração de uma garantia implícita, de modo que as exclusões ou limitações acima podem não se aplicar a si.: [186, 276, 355, 304]
- section-paragraph: Los clientes deben obtener un número de autorización de retorno del cliente (CRA) en nuestro sitio web www.iLuv.com (EXPRESS CUSTOMER SUPPORT). Complete el formulario CRA incluyendo los detalles de su compra. Los clientes en EE.UU. y Canadá pueden contactar a nuestro Departamento de Servicio al Cliente al (866) 807-5946.: [6, 1280, 175, 1321]
- section-paragraph: Não elimine este produto no lixo doméstico quando terminar o seu ciclo de vida; leve-o a um centro de reciclagem de aparelhos eléctricos e electrónicos. O símbolo no produto significa que o manual de instruções ou a embalagem informarão a este respeito. Os materiais são recicláveis.: [186, 317, 355, 351]
- section-heading: ВОЗВРАТ ТОВАРА: [908, 1326, 961, 1333]
- address-line1: iLuv Creative Technology: [547, 948, 622, 954]
- column-ko: [361, 0, 541, 1127]
- address-line1: iLuv Creative Technology: [366, 962, 442, 968]
- company-address: [727, 947, 807, 971]
- address-line2: 2 Harbor Park Drive: [6, 1057, 64, 1064]
- section-paragraph: La Creative Technology ("iLuv") garantiza al comprador original que este producto estará libre de defectos en los materiales, piezas y fabricación durante el período designado en cada producto. La garantía comienza en la fecha de compra del producto y cubre un período de dos años para productos comprados en la Unión Europea y un año para productos comprados en otros países (incluyendo Estados Unidos y Canadá).: [6, 1164, 175, 1212]
- section-paragraph: 이 제품의 수명이 다하면 일반 가정용 쓰레기와 함께 폐기하지 마십시오. 전기 및 전자 기기 재활용 수거 장소로 가져가십시오. 제품의 기호는 사용 설명서 또는 포장에 폐기 방법이 안내되어 있음을 의미합니다. 재료는 표시된 대로 재활용할 수 있습니다.: [366, 276, 536, 304]
- section-heading: EN OBTENANT LE SERVICE DE GARANTIE: [366, 1278, 489, 1286]
- section-heading: RETURNING YOUR PRODUCT: [6, 227, 91, 234]
- section-heading: 退回產品: [727, 152, 751, 160]
- address-line3: Port Washington, NY 11050: [547, 963, 627, 970]
- column-ja: [902, 0, 1082, 1127]
- section-heading: ИНСТРУКЦИИ ПО ЗАЩИТЕ ОКРУЖАЮЩЕЙ СРЕДЫ: [908, 1443, 1058, 1450]
- column-zhs: [722, 0, 902, 1127]
- section-title: LIMITED WARRANTY: [6, 6, 175, 23]
- section-paragraph: THE WARRANTY AND REMEDIES SET FORTH ABOVE ARE EXCLUSIVE AND IN LIEU OF ALL OTHERS. IN NO EVENT SHALL iLUV BE LIABLE FOR ANY INCIDENTAL OR CONSEQUENTIAL DAMAGES. THE DURATION OF ANY IMPLIED WARRANTIES IS LIMITED TO THE DURATION OF THIS LIMITED WARRANTY.: [6, 294, 175, 329]
- section-heading: O QUE COBRE?: [186, 29, 232, 36]
- address-line3: Port Washington, NY 11050: [186, 1065, 266, 1072]
- section-title: GARANTIA LIMITADA: [186, 6, 355, 23]
- section-heading: 製品の返品について: [908, 166, 961, 174]
- section-heading: 보증 서비스를 받는 방법: [366, 152, 429, 160]
- section-paragraph: iLuv Creative Technology ("iLuv") garandeert aan de oorspronkelijke koper dat dit product vrij zal zijn van defecten in materialen, onderdelen en afwerking gedurende de periode die aangegeven wordt per Product. De garantie begint op de aankoopdatum en dekt een periode van twee jaar voor producten gekocht in de Europese Unie en een jaar voor producten gekocht in andere landen (inclusief de Verenigde Staten en Canada).: [727, 1164, 896, 1212]
- section-paragraph: O produto deve ser acompanhado de uma prova de data de compra, indicando o local de compra, o modelo e o preço pago. Envie a unidade em forma adequada, para o endereço mencionado. O número CRA deve estar no exterior da caixa.: [186, 214, 355, 241]
- section-title: GARANTIE LIMITÉE: [366, 1133, 536, 1150]
- section-paragraph: 客戶必須在網站 www.iLuv.com（EXPRESS CUSTOMER SUPPORT）上取得客戶退貨授權號碼（CRA）。填寫CRA表格，包括購買詳情。美國及加拿大的客戶可致電客戶服務部（866）807-5946。: [547, 147, 716, 167]
- section-paragraph: Este aparelho cumpre com a Parte 15 das regras da FCC. O seu funcionamento está sujeito à condição de que o mesmo não cause interferência danosa. Nota: Alterações ou modificações não expressamente aprovadas pelo responsável pela conformidade podem anular a autoridade do usuário de operar o aparelho.: [186, 364, 355, 399]
- address-line1: iLuv Creative Technology: [6, 1049, 81, 1056]
- address-line3: Port Washington, NY 11050: [366, 977, 447, 984]
- section-paragraph: Cuando este producto cumpla su ciclo de vida, no lo deseche con la basura doméstica; llévelo a un punto de recolección para el reciclaje de aparatos eléctricos y electrónicos. El símbolo en el producto significa que las instrucciones de uso o el embalaje le informarán sobre los métodos de eliminación. Los materiales son reciclables.: [6, 1451, 175, 1485]
- section-paragraph: По окончании срока службы данного продукта не выбрасывайте его вместе с обычными бытовыми отходами; сдайте его в пункт сбора для переработки электрического и электронного оборудования. Символ на продукте означает, что инструкция по эксплуатации или упаковка сообщат о методах утилизации.: [908, 1451, 1077, 1486]
- section-paragraph: iLuv Creative Technology ("iLuv") garantit à l'acheteur original que ce produit restera exempt de défauts des matériaux, pièces et main-d'œuvre pendant les périodes désignées pour chaque Produit. La garantie commence à la date d'achat du produit et couvre une période de deux ans pour les produits achetés dans l'Union européenne et d'un an pour les produits achetés dans d'autres pays (y compris les États-Unis et le Canada).: [366, 1164, 536, 1212]
- section-heading: 免責範圍: [727, 75, 751, 82]
